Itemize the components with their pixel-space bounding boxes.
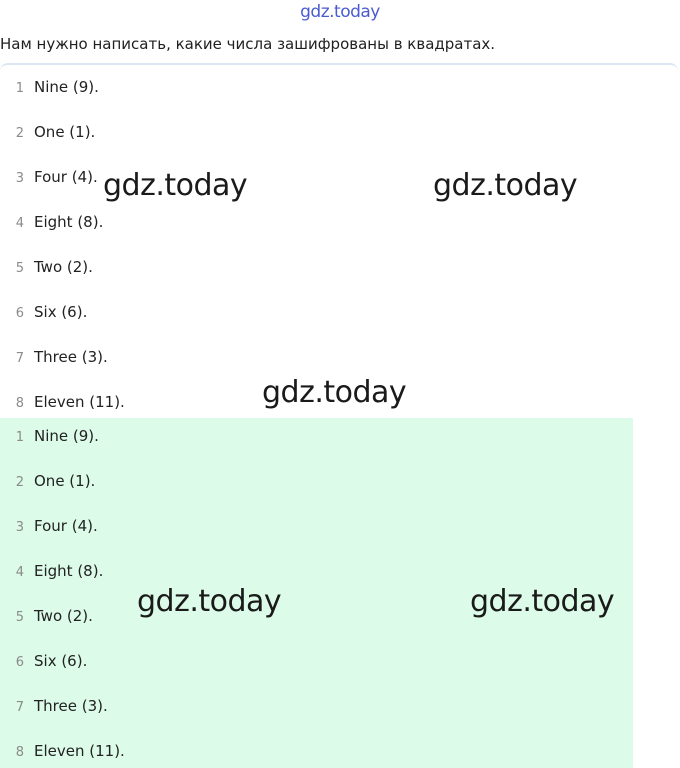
item-text: Four (4). [34,168,98,186]
item-text: Three (3). [34,348,108,366]
list-item [0,120,95,144]
list-item [0,210,103,234]
line-number: 5 [15,261,24,276]
line-number: 4 [15,216,24,231]
list-item [0,739,125,763]
line-number: 7 [15,700,24,715]
item-text: Four (4). [34,517,98,535]
item-text: Eight (8). [34,562,104,580]
list-item [0,604,93,628]
line-number: 8 [15,745,24,760]
list-item [0,345,108,369]
item-text: Two (2). [34,607,93,625]
item-text: Three (3). [34,697,108,715]
answer-list-top [0,63,678,420]
intro-text: Нам нужно написать, какие числа зашифрованы в квадратах. [0,35,496,53]
line-number: 4 [15,565,24,580]
line-number: 3 [15,520,24,535]
item-text: One (1). [34,123,96,141]
line-number: 1 [15,81,24,96]
item-text: One (1). [34,472,96,490]
line-number: 2 [15,126,24,141]
line-number: 8 [15,396,24,411]
line-number: 6 [15,306,24,321]
watermark: gdz.today [262,375,407,410]
line-number: 1 [15,430,24,445]
line-number: 3 [15,171,24,186]
list-item [0,300,87,324]
item-text: Eleven (11). [34,742,125,760]
site-logo: gdz.today [300,2,380,22]
line-number: 7 [15,351,24,366]
watermark: gdz.today [137,584,282,619]
watermark: gdz.today [470,584,615,619]
list-item [0,694,108,718]
item-text: Eleven (11). [34,393,125,411]
list-item [0,390,125,414]
item-text: Six (6). [34,303,88,321]
watermark: gdz.today [103,168,248,203]
list-item [0,255,93,279]
item-text: Two (2). [34,258,93,276]
list-item [0,165,98,189]
watermark: gdz.today [433,168,578,203]
list-item [0,75,99,99]
list-item [0,559,103,583]
list-item [0,649,87,673]
item-text: Eight (8). [34,213,104,231]
line-number: 5 [15,610,24,625]
item-text: Six (6). [34,652,88,670]
line-number: 6 [15,655,24,670]
item-text: Nine (9). [34,427,99,445]
list-item [0,424,99,448]
list-item [0,469,95,493]
line-number: 2 [15,475,24,490]
item-text: Nine (9). [34,78,99,96]
list-item [0,514,98,538]
